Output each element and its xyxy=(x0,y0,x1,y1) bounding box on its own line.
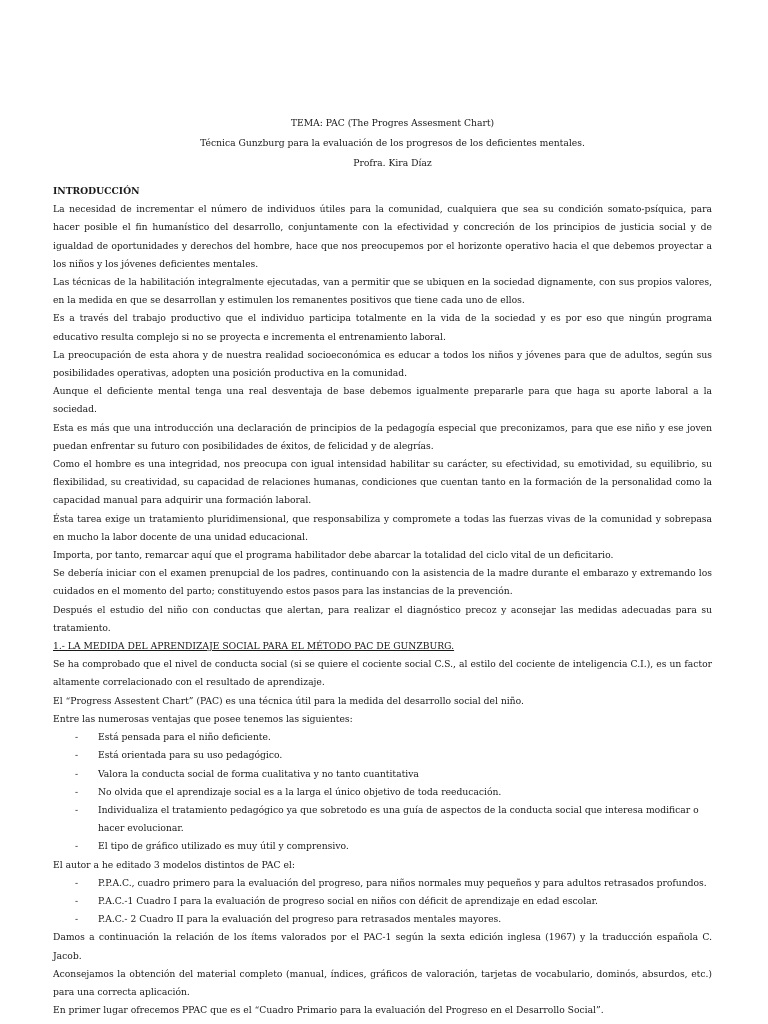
list-item-text: Está orientada para su uso pedagógico. xyxy=(98,750,283,762)
dash-bullet: - xyxy=(75,732,79,744)
intro-heading: INTRODUCCIÓN xyxy=(53,186,140,197)
list-item xyxy=(53,911,712,929)
list-item xyxy=(53,729,712,747)
paragraph: Como el hombre es una integridad, nos preocupa con igual intensidad habilitar su carácter, su efectividad, su emotividad, su equilibrio, su flexibilidad, su creatividad, su capacidad de relaciones humanas, condiciones que cuentan tanto en la formación de la personalidad como la capacidad manual para adquirir una formación laboral. xyxy=(53,459,712,507)
paragraph: Damos a continuación la relación de los ítems valorados por el PAC-1 según la sexta edición inglesa (1967) y la traducción española C. Jacob. xyxy=(53,932,712,962)
paragraph: El “Progress Assestent Chart” (PAC) es una técnica útil para la medida del desarrollo social del niño. xyxy=(53,695,524,707)
paragraph: El autor a he editado 3 modelos distintos de PAC el: xyxy=(53,859,295,871)
list-item xyxy=(53,747,712,765)
section-heading: 1.- LA MEDIDA DEL APRENDIZAJE SOCIAL PARA EL MÉTODO PAC DE GUNZBURG. xyxy=(53,641,455,653)
list-item-text: El tipo de gráfico utilizado es muy útil y comprensivo. xyxy=(98,841,349,853)
list-item-text: P.P.A.C., cuadro primero para la evaluación del progreso, para niños normales muy pequeños y para adultos retrasados profundos. xyxy=(98,877,707,889)
list-item-text: No olvida que el aprendizaje social es a la larga el único objetivo de toda reeducación. xyxy=(98,786,502,798)
paragraph: Aunque el deficiente mental tenga una real desventaja de base debemos igualmente prepararle para que haga su aporte laboral a la sociedad. xyxy=(53,386,712,416)
list-item-text: P.A.C.-1 Cuadro I para la evaluación de progreso social en niños con déficit de aprendizaje en edad escolar. xyxy=(98,895,598,907)
dash-bullet: - xyxy=(75,914,79,926)
list-item xyxy=(53,838,712,856)
dash-bullet: - xyxy=(75,895,79,907)
paragraph: Después el estudio del niño con conductas que alertan, para realizar el diagnóstico precoz y aconsejar las medidas adecuadas para su tratamiento. xyxy=(53,604,712,634)
list-item xyxy=(53,893,712,911)
title-block xyxy=(53,114,712,174)
document-title: TEMA: PAC (The Progres Assesment Chart) xyxy=(290,118,495,129)
list-item xyxy=(53,784,712,802)
dash-bullet: - xyxy=(75,877,79,889)
list-item xyxy=(53,875,712,893)
paragraph: La necesidad de incrementar el número de individuos útiles para la comunidad, cualquiera que sea su condición somato-psíquica, para hacer posible el fin humanístico del desarrollo, conjuntamente con la efectividad y concreción de los principios de justicia social y de igualdad de oportunidades y derechos del hombre, hace que nos preocupemos por el horizonte operativo hacia el que debemos proyectar a los niños y los jóvenes deficientes mentales. xyxy=(53,204,712,270)
document-body xyxy=(53,201,712,1020)
dash-bullet: - xyxy=(75,786,79,798)
list-item-text: Está pensada para el niño deficiente. xyxy=(98,732,271,744)
paragraph: Esta es más que una introducción una declaración de principios de la pedagogía especial que preconizamos, para que ese niño y ese joven puedan enfrentar su futuro con posibilidades de éxitos, de felicidad y de alegrías. xyxy=(53,422,712,452)
dash-bullet: - xyxy=(75,750,79,762)
paragraph: Se debería iniciar con el examen prenupcial de los padres, continuando con la asistencia de la madre durante el embarazo y extremando los cuidados en el momento del parto; constituyendo estos pasos para las instancias de la prevención. xyxy=(53,568,712,598)
list-item xyxy=(53,802,712,838)
paragraph: Importa, por tanto, remarcar aquí que el programa habilitador debe abarcar la totalidad del ciclo vital de un deficitario. xyxy=(53,550,614,562)
advantages-list xyxy=(53,729,712,856)
list-item-text: P.A.C.- 2 Cuadro II para la evaluación del progreso para retrasados mentales mayores. xyxy=(98,914,502,926)
paragraph: Las técnicas de la habilitación integralmente ejecutadas, van a permitir que se ubiquen en la sociedad dignamente, con sus propios valores, en la medida en que se desarrollan y estimulen los remanentes positivos que tiene cada uno de ellos. xyxy=(53,277,712,307)
paragraph: Ésta tarea exige un tratamiento pluridimensional, que responsabiliza y compromete a todas las fuerzas vivas de la comunidad y sobrepasa en mucho la labor docente de una unidad educacional. xyxy=(53,513,712,543)
dash-bullet: - xyxy=(75,804,79,816)
paragraph: Aconsejamos la obtención del material completo (manual, índices, gráficos de valoración, tarjetas de vocabulario, dominós, absurdos, etc.) para una correcta aplicación. xyxy=(53,968,712,998)
paragraph: Es a través del trabajo productivo que el individuo participa totalmente en la vida de la sociedad y es por eso que ningún programa educativo resulta complejo si no se proyecta e incrementa el entrenamiento laboral. xyxy=(53,313,712,343)
paragraph: Se ha comprobado que el nivel de conducta social (si se quiere el cociente social C.S., al estilo del cociente de inteligencia C.I.), es un factor altamente correlacionado con el resultado de aprendizaje. xyxy=(53,659,712,689)
paragraph: En primer lugar ofrecemos PPAC que es el “Cuadro Primario para la evaluación del Progreso en el Desarrollo Social”. xyxy=(53,1005,604,1017)
list-item-text: Individualiza el tratamiento pedagógico ya que sobretodo es una guía de aspectos de la conducta social que interesa modificar o hacer evolucionar. xyxy=(98,804,699,835)
dash-bullet: - xyxy=(75,841,79,853)
dash-bullet: - xyxy=(75,768,79,780)
document-subtitle: Técnica Gunzburg para la evaluación de los progresos de los deficientes mentales. xyxy=(200,138,585,149)
document-author: Profra. Kira Díaz xyxy=(353,158,432,169)
models-list xyxy=(53,875,712,930)
list-item xyxy=(53,766,712,784)
paragraph: Entre las numerosas ventajas que posee tenemos las siguientes: xyxy=(53,713,353,725)
list-item-text: Valora la conducta social de forma cualitativa y no tanto cuantitativa xyxy=(98,768,419,780)
paragraph: La preocupación de esta ahora y de nuestra realidad socioeconómica es educar a todos los niños y jóvenes para que de adultos, según sus posibilidades operativas, adopten una posición productiva en la comunidad. xyxy=(53,349,712,380)
